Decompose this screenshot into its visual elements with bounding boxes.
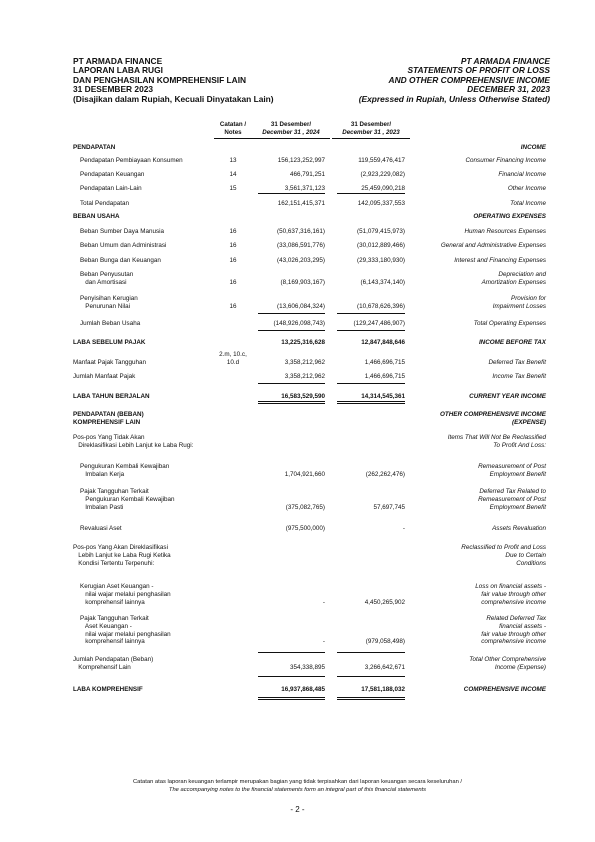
row-label-en: comprehensive income	[481, 638, 546, 646]
value-2023: 1,466,696,715	[364, 373, 405, 380]
total-rule	[337, 383, 405, 384]
total-rule	[258, 383, 325, 384]
statement-title-id: LAPORAN LABA RUGI	[73, 65, 163, 76]
row-label-id: Jumlah Manfaat Pajak	[73, 373, 136, 380]
row-label-id: nilai wajar melalui penghasilan	[80, 630, 171, 638]
row-label-en: OTHER COMPREHENSIVE INCOME	[439, 411, 546, 418]
company-name-en: PT ARMADA FINANCE	[460, 56, 550, 66]
total-rule	[258, 652, 325, 653]
row-label-en: Loss on financial assets -	[475, 583, 546, 590]
total-rule	[337, 401, 405, 402]
row-label-id: LABA KOMPREHENSIF	[73, 686, 143, 693]
value-2024: 1,704,921,660	[284, 470, 325, 478]
value-2024: (13,606,084,324)	[277, 302, 325, 310]
row-label-id: Manfaat Pajak Tangguhan	[73, 358, 147, 366]
row-label-id: Direklasifikasi Lebih Lanjut ke Laba Rugi:	[73, 441, 194, 449]
value-2024: 162,151,415,371	[277, 200, 325, 207]
row-label-id: Lebih Lanjut ke Laba Rugi Ketika	[73, 551, 171, 559]
value-2023: (51,079,415,973)	[357, 228, 405, 235]
value-2023: 12,847,848,646	[361, 339, 405, 346]
row-label-en: Provision for	[511, 295, 546, 302]
value-2023: (10,678,626,396)	[357, 302, 405, 310]
value-2024: 16,583,529,590	[281, 393, 325, 400]
total-rule	[258, 193, 325, 194]
row-label-id: BEBAN USAHA	[73, 213, 120, 220]
row-label-en: Impairment Losses	[492, 302, 546, 310]
company-name: PT ARMADA FINANCE	[73, 56, 163, 66]
statement-title-en: STATEMENTS OF PROFIT OR LOSS	[407, 65, 550, 76]
value-2024: 3,561,371,123	[284, 185, 325, 192]
total-rule	[337, 697, 405, 698]
row-label-id: Beban Umum dan Administrasi	[80, 242, 167, 249]
row-label-en: Financial Income	[498, 171, 546, 178]
total-rule	[258, 401, 325, 402]
value-2023: 25,459,090,218	[361, 185, 405, 192]
row-label-id: Pos-pos Yang Tidak Akan	[73, 434, 145, 441]
row-label-id: Penurunan Nilai	[80, 302, 131, 310]
value-2023: (979,058,498)	[365, 638, 405, 646]
footnote-en: The accompanying notes to the financial statements form an integral part of this financial statements	[168, 786, 427, 793]
row-label-id: PENDAPATAN	[73, 144, 116, 151]
row-label-id: Penyisihan Kerugian	[80, 295, 138, 302]
row-label-id: komprehensif lainnya	[80, 638, 145, 646]
row-note: 16	[229, 302, 237, 310]
total-rule	[258, 697, 325, 698]
total-rule	[258, 313, 325, 314]
value-2024: (8,169,903,167)	[280, 278, 325, 286]
value-2024: 13,225,316,628	[281, 339, 325, 346]
currency-note-en: (Expressed in Rupiah, Unless Otherwise Stated)	[358, 93, 550, 104]
value-2023: 57,697,745	[373, 503, 405, 511]
row-label-id: Beban Sumber Daya Manusia	[80, 228, 165, 235]
row-label-id: Pos-pos Yang Akan Direklasifikasi	[73, 544, 168, 551]
statement-subtitle-id: DAN PENGHASILAN KOMPREHENSIF LAIN	[73, 74, 247, 85]
row-label-en: General and Administrative Expenses	[440, 242, 546, 249]
row-label-id: LABA TAHUN BERJALAN	[73, 393, 150, 400]
value-2024: 3,358,212,962	[284, 373, 325, 380]
row-label-id: PENDAPATAN (BEBAN)	[73, 411, 144, 418]
total-rule	[337, 313, 405, 314]
row-note: 14	[229, 171, 237, 178]
row-label-id: Beban Penyusutan	[80, 271, 134, 278]
row-label-id: Kerugian Aset Keuangan -	[80, 583, 154, 590]
value-2024: -	[322, 638, 325, 646]
row-note: 10.d	[226, 358, 240, 366]
row-label-en: INCOME BEFORE TAX	[478, 339, 546, 346]
row-label-en: Reclassified to Profit and Loss	[461, 544, 546, 551]
row-label-en: Interest and Financing Expenses	[454, 257, 546, 264]
row-label-id: LABA SEBELUM PAJAK	[73, 339, 146, 346]
row-label-en: Due to Certain	[505, 551, 546, 559]
row-label-en: comprehensive income	[481, 598, 546, 606]
value-2024: (375,082,765)	[285, 503, 325, 511]
row-note: 16	[229, 278, 237, 286]
row-label-id: Pendapatan Keuangan	[80, 171, 145, 178]
total-rule	[337, 676, 405, 677]
row-label-id: komprehensif lainnya	[80, 598, 145, 606]
row-label-id: Total Pendapatan	[80, 200, 130, 207]
statement-date-id: 31 DESEMBER 2023	[73, 84, 154, 95]
row-label-en: Remeasurement of Post	[478, 463, 546, 470]
row-label-en: INCOME	[520, 144, 546, 151]
row-label-en: Conditions	[516, 559, 546, 567]
row-label-id: Aset Keuangan -	[80, 622, 132, 630]
row-label-en: Consumer Financing Income	[465, 157, 546, 164]
row-label-en: Income Tax Benefit	[492, 373, 546, 380]
row-note: 16	[229, 257, 237, 264]
value-2024: 156,123,252,997	[277, 157, 325, 164]
page-number: - 2 -	[290, 805, 305, 814]
value-2023: 17,581,188,032	[361, 686, 405, 693]
total-rule	[337, 699, 405, 700]
total-rule	[337, 330, 405, 331]
value-2024: 466,791,251	[289, 171, 325, 178]
header-right	[359, 57, 550, 104]
value-2023: 142,095,337,553	[357, 200, 405, 207]
total-rule	[337, 652, 405, 653]
value-2024: (43,026,203,295)	[277, 257, 325, 264]
row-label-en: (EXPENSE)	[512, 418, 546, 426]
header-left	[73, 57, 274, 104]
value-2024: (50,637,316,161)	[277, 228, 325, 235]
row-label-en: Related Deferred Tax	[486, 615, 546, 622]
row-label-id: Pengukuran Kembali Kewajiban	[80, 495, 175, 503]
total-rule	[258, 676, 325, 677]
row-label-id: Pendapatan Pembiayaan Konsumen	[80, 157, 183, 164]
value-2023: 14,314,545,361	[361, 393, 405, 400]
row-label-en: Total Income	[510, 200, 546, 207]
row-label-id: Pengukuran Kembali Kewajiban	[80, 463, 170, 470]
value-2023: 119,559,476,417	[358, 157, 405, 164]
row-label-en: fair value through other	[481, 590, 546, 598]
value-2024: (33,086,591,776)	[277, 242, 325, 249]
row-label-id: Pajak Tangguhan Terkait	[80, 615, 149, 622]
value-2023: -	[402, 525, 405, 532]
row-note: 16	[229, 228, 237, 235]
row-note: 15	[229, 185, 237, 192]
value-2023: (2,923,229,082)	[360, 171, 405, 178]
row-label-en: Employment Benefit	[489, 470, 546, 478]
row-label-en: Deferred Tax Benefit	[488, 358, 546, 366]
row-label-en: Total Other Comprehensive	[469, 656, 546, 663]
row-label-en: Deferred Tax Related to	[479, 488, 546, 495]
row-label-id: Kondisi Tertentu Terpenuhi:	[73, 559, 155, 567]
total-rule	[337, 403, 405, 404]
column-header-notes: Catatan / Notes	[214, 121, 252, 139]
value-2023: (30,012,889,466)	[357, 242, 405, 249]
value-2023: (29,333,180,930)	[357, 257, 405, 264]
column-header-2023: 31 Desember/ December 31 , 2023	[332, 121, 410, 139]
row-label-id: Imbalan Pasti	[80, 503, 124, 511]
footnote	[0, 779, 595, 794]
value-2023: (129,247,486,907)	[353, 320, 405, 327]
row-label-en: financial assets -	[499, 622, 546, 630]
value-2023: 4,450,265,902	[364, 598, 405, 606]
row-label-en: Amortization Expenses	[481, 278, 546, 286]
row-label-en: Income (Expense)	[494, 663, 546, 671]
total-rule	[258, 403, 325, 404]
row-label-en: fair value through other	[481, 630, 546, 638]
value-2024: (148,926,098,743)	[273, 320, 325, 327]
value-2024: 16,937,868,485	[281, 686, 325, 693]
row-label-en: Depreciation and	[498, 271, 546, 278]
row-label-en: Assets Revaluation	[492, 525, 546, 532]
value-2024: (975,500,000)	[285, 525, 325, 532]
row-label-en: Other Income	[507, 185, 546, 192]
statement-date-en: DECEMBER 31, 2023	[467, 84, 550, 95]
value-2024: 354,338,895	[289, 663, 325, 671]
row-label-id: dan Amortisasi	[80, 278, 127, 286]
row-label-en: Total Operating Expenses	[473, 320, 546, 327]
row-label-id: Imbalan Kerja	[80, 470, 125, 478]
value-2023: 3,266,642,671	[364, 663, 405, 671]
row-label-id: nilai wajar melalui penghasilan	[80, 590, 171, 598]
row-label-en: Items That Will Not Be Reclassified	[447, 434, 546, 441]
row-label-en: Employment Benefit	[489, 503, 546, 511]
row-label-id: Jumlah Beban Usaha	[80, 320, 141, 327]
row-note: 13	[229, 157, 237, 164]
footnote-id: Catatan atas laporan keuangan terlampir merupakan bagian yang tidak terpisahkan dari laporan keuangan secara keseluruhan /	[132, 779, 463, 785]
row-label-en: Human Resources Expenses	[464, 228, 546, 235]
row-label-id: Jumlah Pendapatan (Beban)	[73, 656, 154, 663]
row-label-id: Revaluasi Aset	[80, 525, 122, 532]
value-2023: 1,466,696,715	[364, 358, 405, 366]
row-label-id: KOMPREHENSIF LAIN	[73, 418, 141, 426]
currency-note-id: (Disajikan dalam Rupiah, Kecuali Dinyatakan Lain)	[73, 93, 274, 104]
row-label-id: Komprehensif Lain	[73, 663, 131, 671]
column-header-2024: 31 Desember/ December 31 , 2024	[252, 121, 330, 139]
total-rule	[258, 699, 325, 700]
value-2023: (6,143,374,140)	[360, 278, 405, 286]
row-label-en: Remeasurement of Post	[478, 495, 546, 503]
row-label-en: To Profit And Loss:	[493, 441, 546, 449]
row-label-en: COMPREHENSIVE INCOME	[463, 686, 546, 693]
row-label-id: Beban Bunga dan Keuangan	[80, 257, 161, 264]
value-2024: -	[322, 598, 325, 606]
value-2023: (262,262,476)	[365, 470, 405, 478]
value-2024: 3,358,212,962	[284, 358, 325, 366]
statement-subtitle-en: AND OTHER COMPREHENSIVE INCOME	[388, 74, 550, 85]
total-rule	[337, 193, 405, 194]
row-note: 16	[229, 242, 237, 249]
row-label-en: CURRENT YEAR INCOME	[469, 393, 546, 400]
row-label-id: Pajak Tangguhan Terkait	[80, 488, 149, 495]
row-note: 2.m, 10.c,	[219, 351, 247, 358]
row-label-id: Pendapatan Lain-Lain	[80, 185, 142, 192]
total-rule	[258, 330, 325, 331]
row-label-en: OPERATING EXPENSES	[473, 213, 546, 220]
